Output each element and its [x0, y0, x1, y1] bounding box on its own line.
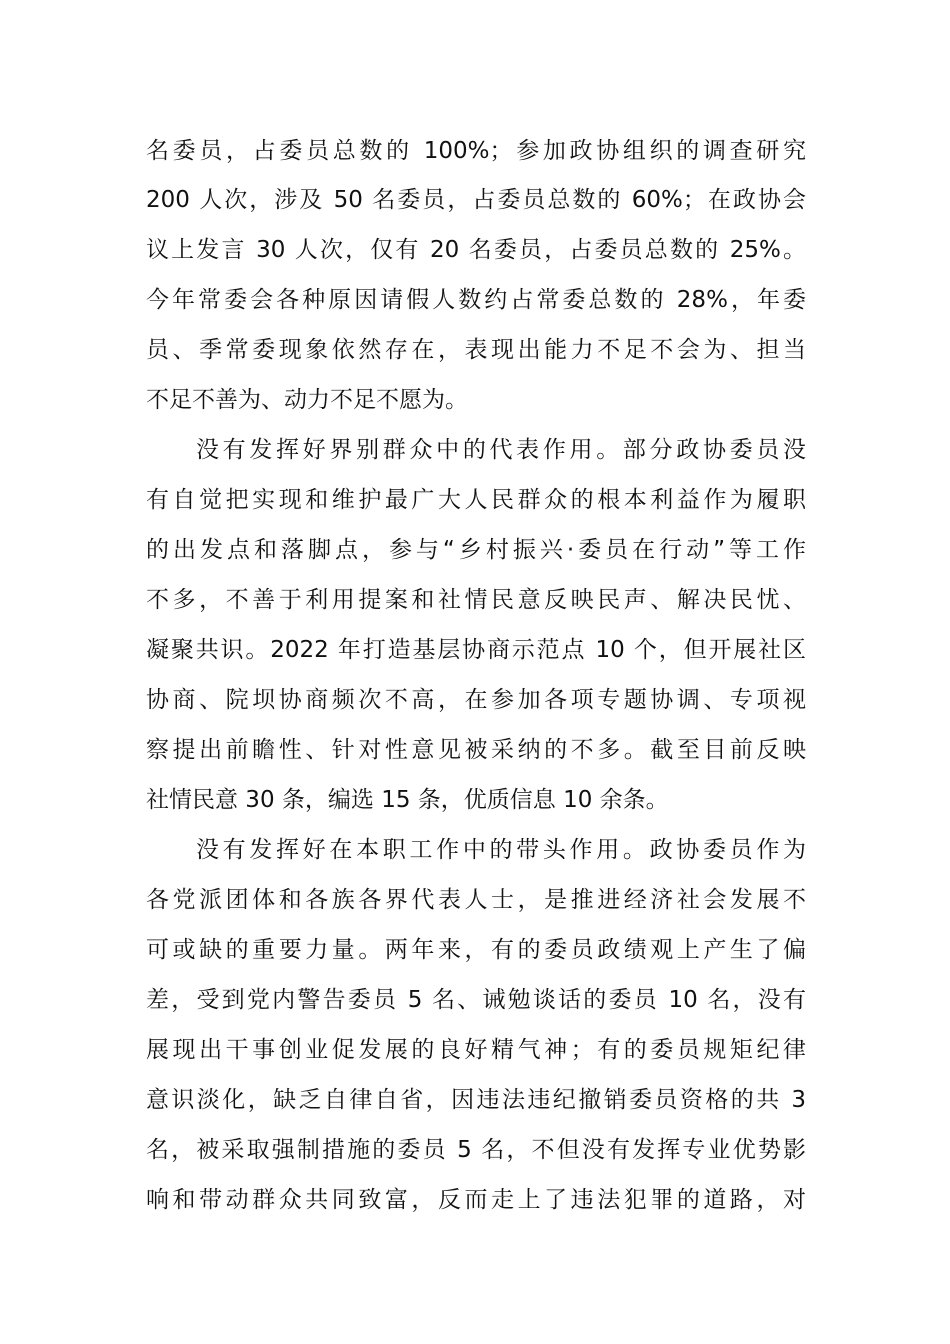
text-line: 200 人次，涉及 50 名委员，占委员总数的 60%；在政协会: [146, 187, 806, 213]
text-line: 员、季常委现象依然存在，表现出能力不足不会为、担当: [146, 337, 806, 363]
paragraph-first-line: 没有发挥好在本职工作中的带头作用。政协委员作为: [196, 837, 806, 863]
text-line: 各党派团体和各族各界代表人士，是推进经济社会发展不: [146, 887, 806, 913]
text-line: 不足不善为、动力不足不愿为。: [146, 387, 468, 413]
text-line: 察提出前瞻性、针对性意见被采纳的不多。截至目前反映: [146, 737, 806, 763]
text-line: 意识淡化，缺乏自律自省，因违法违纪撤销委员资格的共 3: [146, 1087, 806, 1113]
text-line: 可或缺的重要力量。两年来，有的委员政绩观上产生了偏: [146, 937, 806, 963]
text-line: 社情民意 30 条，编选 15 条，优质信息 10 余条。: [146, 787, 669, 813]
text-line: 展现出干事创业促发展的良好精气神；有的委员规矩纪律: [146, 1037, 806, 1063]
text-line: 响和带动群众共同致富，反而走上了违法犯罪的道路，对: [146, 1187, 806, 1213]
text-line: 名委员，占委员总数的 100%；参加政协组织的调查研究: [146, 138, 806, 164]
text-line: 协商、院坝协商频次不高，在参加各项专题协调、专项视: [146, 687, 806, 713]
text-line: 有自觉把实现和维护最广大人民群众的根本利益作为履职: [146, 487, 806, 513]
text-line: 不多，不善于利用提案和社情民意反映民声、解决民忧、: [146, 587, 806, 613]
text-line: 差，受到党内警告委员 5 名、诫勉谈话的委员 10 名，没有: [146, 987, 806, 1013]
paragraph-first-line: 没有发挥好界别群众中的代表作用。部分政协委员没: [196, 437, 806, 463]
text-line: 今年常委会各种原因请假人数约占常委总数的 28%，年委: [146, 287, 806, 313]
text-line: 的出发点和落脚点，参与“乡村振兴·委员在行动”等工作: [146, 537, 806, 563]
text-line: 凝聚共识。2022 年打造基层协商示范点 10 个，但开展社区: [146, 637, 806, 663]
text-line: 名，被采取强制措施的委员 5 名，不但没有发挥专业优势影: [146, 1137, 806, 1163]
text-line: 议上发言 30 人次，仅有 20 名委员，占委员总数的 25%。: [146, 237, 806, 263]
